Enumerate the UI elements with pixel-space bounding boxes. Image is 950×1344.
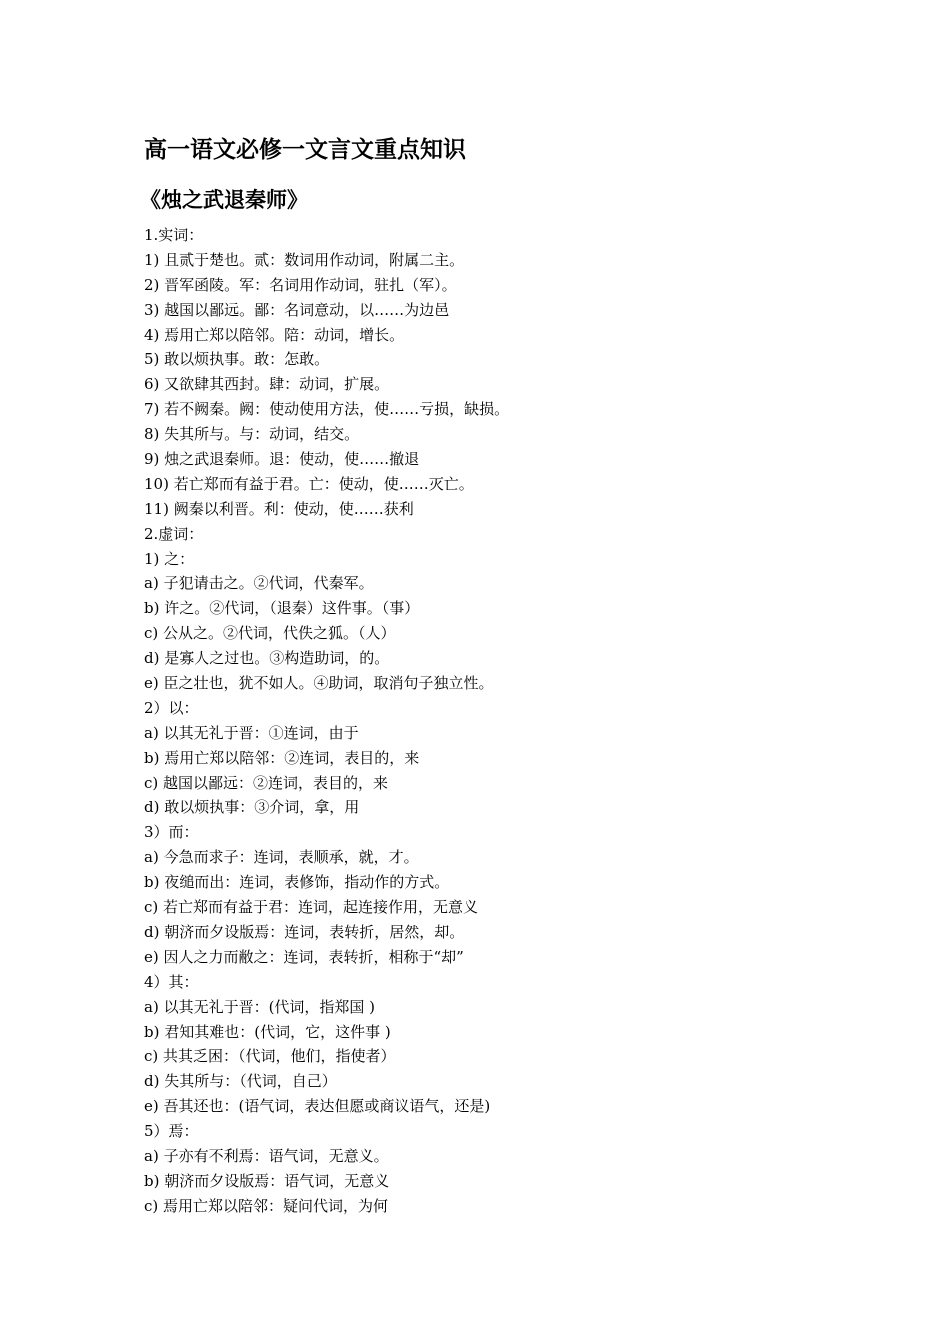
- body-line: a) 子犯请击之。②代词，代秦军。: [144, 574, 374, 593]
- body-line: 11) 阙秦以利晋。利：使动，使……获利: [144, 499, 414, 518]
- body-line: 2) 晋军函陵。军：名词用作动词，驻扎（军）。: [144, 275, 457, 294]
- body-line: 2.虚词：: [144, 524, 204, 543]
- body-line: b) 焉用亡郑以陪邻：②连词，表目的，来: [144, 748, 420, 767]
- body-line: 5) 敢以烦执事。敢：怎敢。: [144, 350, 330, 369]
- body-line: 1.实词：: [144, 226, 204, 244]
- body-line: b) 朝济而夕设版焉：语气词，无意义: [144, 1171, 390, 1190]
- body-line: 2）以：: [144, 698, 199, 717]
- body-line: d) 是寡人之过也。③构造助词，的。: [144, 649, 390, 668]
- body-line: c) 共其乏困：（代词，他们，指使者）: [144, 1047, 396, 1066]
- body-line: e) 因人之力而敝之：连词，表转折，相称于“却”: [144, 947, 464, 966]
- document-page: [140, 128, 844, 1219]
- body-line: 1) 且贰于楚也。贰：数词用作动词，附属二主。: [144, 250, 465, 269]
- document-title: 高一语文必修一文言文重点知识: [144, 137, 466, 163]
- body-line: a) 子亦有不利焉：语气词，无意义。: [144, 1146, 389, 1165]
- body-line: 10) 若亡郑而有益于君。亡：使动，使……灭亡。: [144, 474, 474, 493]
- body-line: c) 若亡郑而有益于君：连词，起连接作用，无意义: [144, 898, 479, 917]
- body-line: 9) 烛之武退秦师。退：使动，使……撤退: [144, 450, 420, 469]
- body-line: a) 以其无礼于晋：(代词，指郑国 ): [144, 997, 376, 1016]
- body-line: a) 今急而求子：连词，表顺承，就，才。: [144, 848, 419, 867]
- body-line: 1) 之：: [144, 549, 195, 568]
- body-line: c) 公从之。②代词，代佚之狐。（人）: [144, 624, 396, 643]
- body-line: b) 君知其难也：(代词，它，这件事 ): [144, 1022, 391, 1041]
- body-line: e) 吾其还也：(语气词，表达但愿或商议语气，还是): [144, 1097, 491, 1116]
- body-line: d) 失其所与：（代词，自己）: [144, 1072, 337, 1091]
- body-line: 8) 失其所与。与：动词，结交。: [144, 425, 360, 444]
- body-line: c) 焉用亡郑以陪邻：疑问代词，为何: [144, 1196, 389, 1215]
- section-title: 《烛之武退秦师》: [140, 188, 308, 212]
- body-line: 4）其：: [144, 972, 199, 991]
- body-line: c) 越国以鄙远：②连词，表目的，来: [144, 773, 389, 792]
- document-body: [144, 223, 844, 1219]
- body-line: a) 以其无礼于晋：①连词，由于: [144, 723, 359, 742]
- body-line: d) 敢以烦执事：③介词，拿，用: [144, 798, 360, 817]
- body-line: 6) 又欲肆其西封。肆：动词，扩展。: [144, 375, 390, 394]
- body-line: e) 臣之壮也，犹不如人。④助词，取消句子独立性。: [144, 674, 494, 693]
- body-line: 7) 若不阙秦。阙：使动使用方法，使……亏损，缺损。: [144, 400, 510, 419]
- body-line: d) 朝济而夕设版焉：连词，表转折，居然，却。: [144, 922, 465, 941]
- body-line: 3) 越国以鄙远。鄙：名词意动，以……为边邑: [144, 300, 450, 319]
- body-line: 5）焉：: [144, 1122, 199, 1141]
- body-line: 3）而：: [144, 823, 199, 842]
- body-line: b) 夜缒而出：连词，表修饰，指动作的方式。: [144, 873, 450, 892]
- body-line: b) 许之。②代词，（退秦）这件事。（事）: [144, 599, 420, 618]
- body-line: 4) 焉用亡郑以陪邻。陪：动词，增长。: [144, 325, 405, 344]
